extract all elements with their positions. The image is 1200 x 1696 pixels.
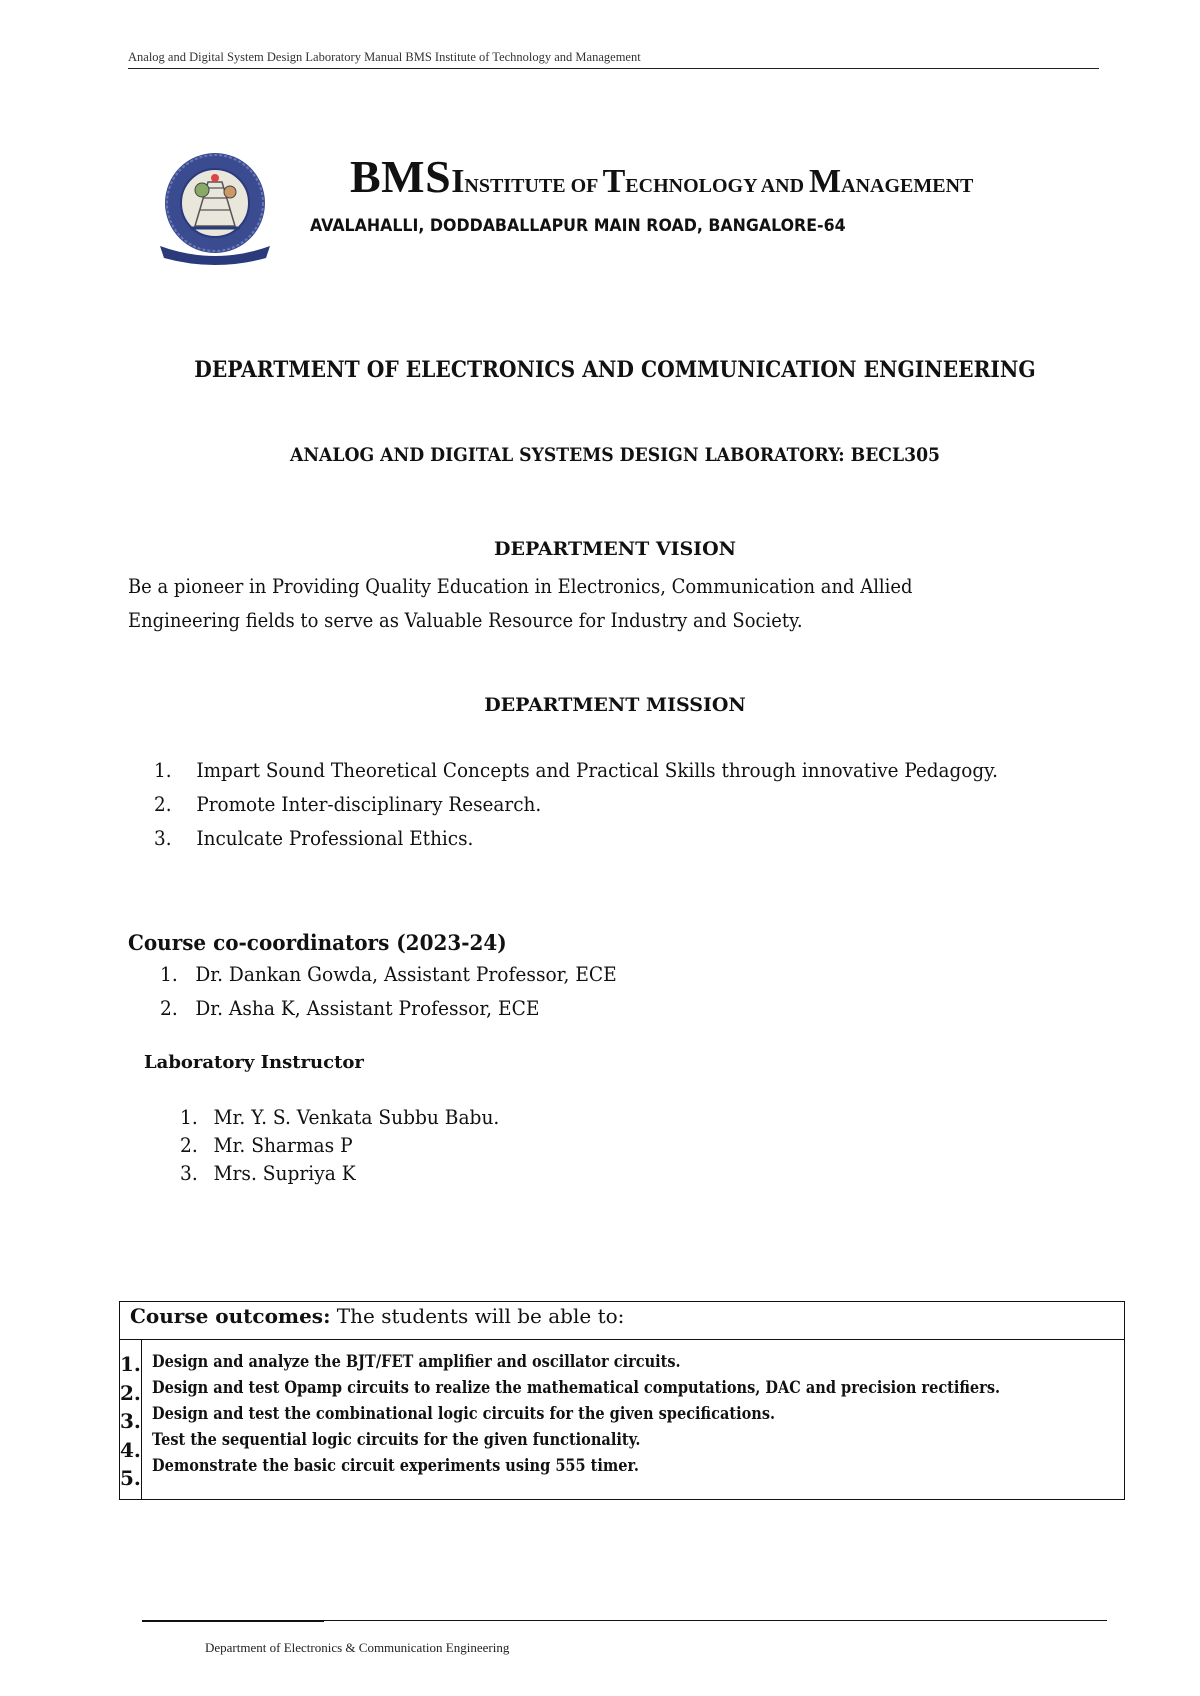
outcome-item: Design and analyze the BJT/FET amplifier and oscillator circuits. [151, 1352, 681, 1371]
department-title: DEPARTMENT OF ELECTRONICS AND COMMUNICATION ENGINEERING [194, 357, 1036, 383]
institute-address: AVALAHALLI, DODDABALLAPUR MAIN ROAD, BANGALORE-64 [310, 216, 846, 236]
outcome-item: Demonstrate the basic circuit experiments using 555 timer. [151, 1456, 639, 1475]
outcome-numbers: 1. 2. 3. 4. 5. [120, 1340, 142, 1500]
header-rule [128, 68, 1099, 69]
outcome-item: Design and test the combinational logic circuits for the given specifications. [151, 1404, 775, 1423]
instructors-list [180, 1105, 523, 1189]
footer-text: Department of Electronics & Communication Engineering [205, 1640, 510, 1655]
lab-title: ANALOG AND DIGITAL SYSTEMS DESIGN LABORATORY: BECL305 [289, 445, 941, 466]
outcome-items [141, 1340, 1124, 1500]
vision-statement: Be a pioneer in Providing Quality Education in Electronics, Communication and Allied Engineering fields to serve as Valuable Resource for Industry and Society. [128, 575, 913, 632]
course-outcomes-table [119, 1301, 1125, 1500]
list-item: 3. Mrs. Supriya K [180, 1161, 356, 1185]
instructors-heading: Laboratory Instructor [144, 1052, 364, 1073]
bms-institute-seal-icon [150, 148, 280, 268]
list-item: 1. Dr. Dankan Gowda, Assistant Professor, ECE [160, 962, 617, 986]
list-item: 2. Promote Inter-disciplinary Research. [154, 792, 542, 816]
coordinators-heading: Course co-coordinators (2023-24) [128, 930, 507, 955]
institute-name: BMSINSTITUTE OF TECHNOLOGY AND MANAGEMENT [350, 151, 974, 202]
mission-list [154, 758, 1071, 860]
running-header: Analog and Digital System Design Laboratory Manual BMS Institute of Technology and Management [128, 50, 641, 64]
list-item: 2. Dr. Asha K, Assistant Professor, ECE [160, 996, 540, 1020]
table-row [120, 1340, 1125, 1500]
institute-abbr: BMS [350, 151, 452, 202]
list-item: 1. Impart Sound Theoretical Concepts and Practical Skills through innovative Pedagogy. [154, 758, 998, 782]
course-outcomes-heading: Course outcomes: The students will be able to: [120, 1302, 1125, 1340]
list-item: 1. Mr. Y. S. Venkata Subbu Babu. [180, 1105, 500, 1129]
coordinators-list [160, 962, 651, 1030]
vision-heading: DEPARTMENT VISION [494, 538, 736, 560]
mission-heading: DEPARTMENT MISSION [484, 694, 746, 716]
footer-rule-accent [142, 1620, 324, 1622]
list-item: 3. Inculcate Professional Ethics. [154, 826, 474, 850]
outcome-item: Test the sequential logic circuits for the given functionality. [151, 1430, 641, 1449]
list-item: 2. Mr. Sharmas P [180, 1133, 353, 1157]
outcome-item: Design and test Opamp circuits to realize the mathematical computations, DAC and precision rectifiers. [151, 1378, 1000, 1397]
